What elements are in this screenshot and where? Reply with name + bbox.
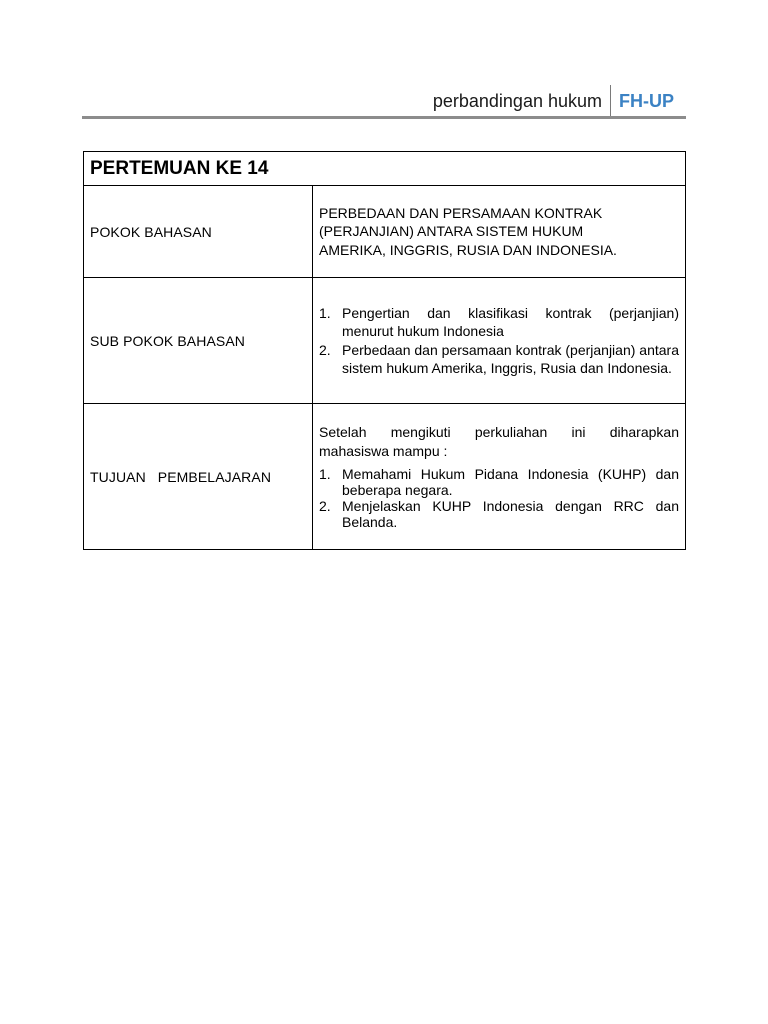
header-divider — [610, 85, 611, 117]
header-title-group — [433, 84, 674, 118]
course-title: perbandingan hukum — [432, 91, 602, 111]
subtopic-content — [313, 278, 686, 404]
list-item-text: Menjelaskan KUHP Indonesia dengan RRC dan Belanda. — [342, 498, 679, 530]
topic-label: POKOK BAHASAN — [84, 186, 313, 278]
meeting-title: PERTEMUAN KE 14 — [84, 152, 686, 186]
list-item-number: 1. — [319, 466, 331, 482]
table-title-row — [84, 152, 686, 186]
list-item-number: 1. — [319, 304, 331, 321]
topic-content — [313, 186, 686, 278]
list-item-text: Pengertian dan klasifikasi kontrak (perjanjian) menurut hukum Indonesia — [342, 304, 679, 339]
page-header — [82, 84, 686, 118]
table-row-subtopic — [84, 278, 686, 404]
header-rule — [82, 116, 686, 119]
list-item — [319, 304, 679, 341]
list-item-text: Perbedaan dan persamaan kontrak (perjanjian) antara sistem hukum Amerika, Inggris, Rusia dan Indonesia. — [342, 341, 679, 376]
table-row-objective — [84, 404, 686, 550]
list-item — [319, 466, 679, 498]
subtopic-list — [319, 304, 679, 378]
meeting-table — [83, 151, 686, 550]
list-item — [319, 498, 679, 530]
objective-label: TUJUAN PEMBELAJARAN — [84, 404, 313, 550]
list-item-number: 2. — [319, 498, 331, 514]
objective-intro: mahasiswa mampu : — [319, 442, 448, 459]
subtopic-label: SUB POKOK BAHASAN — [84, 278, 313, 404]
topic-line: (PERJANJIAN) ANTARA SISTEM HUKUM — [319, 223, 584, 240]
topic-line: PERBEDAAN DAN PERSAMAAN KONTRAK — [319, 204, 603, 221]
topic-line: AMERIKA, INGGRIS, RUSIA DAN INDONESIA. — [319, 241, 617, 258]
list-item-number: 2. — [319, 341, 331, 358]
faculty-code: FH-UP — [619, 91, 674, 111]
objective-intro: Setelah mengikuti perkuliahan ini diharapkan — [319, 424, 679, 440]
table-row-topic — [84, 186, 686, 278]
objective-content — [313, 404, 686, 550]
list-item-text: Memahami Hukum Pidana Indonesia (KUHP) dan beberapa negara. — [342, 466, 679, 498]
objective-list — [319, 466, 679, 530]
list-item — [319, 341, 679, 378]
